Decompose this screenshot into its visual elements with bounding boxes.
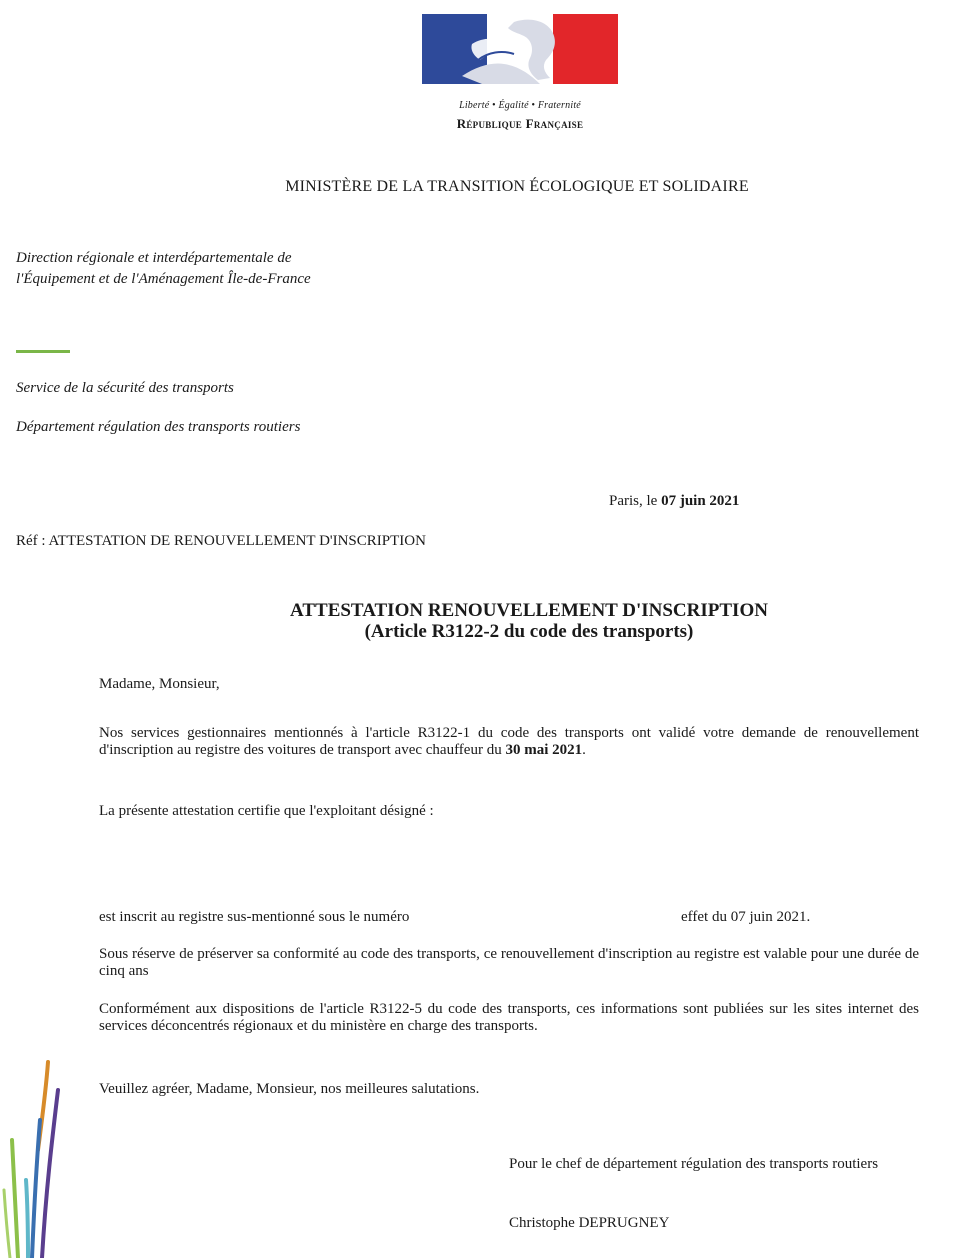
paragraph-certification: La présente attestation certifie que l'exploitant désigné :	[99, 803, 434, 819]
department-name: Département régulation des transports routiers	[16, 419, 301, 435]
republic-label: République Française	[456, 116, 584, 131]
motto-text: Liberté • Égalité • Fraternité	[459, 100, 581, 111]
signatory-name: Christophe DEPRUGNEY	[509, 1215, 670, 1231]
registration-text: est inscrit au registre sus-mentionné sous le numéro	[99, 909, 410, 925]
republique-francaise-logo	[422, 14, 618, 134]
validation-text: Nos services gestionnaires mentionnés à l'article R3122-1 du code des transports ont validé votre demande de renouvellement d'inscription au registre des voitures de transport avec chauffeur du	[99, 725, 919, 758]
paragraph-publication: Conformément aux dispositions de l'article R3122-5 du code des transports, ces informations sont publiées sur les sites internet des services déconcentrés régionaux et du ministère en charge des transports.	[99, 1001, 919, 1034]
effective-date-text: effet du 07 juin 2021.	[681, 909, 811, 925]
service-name: Service de la sécurité des transports	[16, 380, 234, 396]
salutation: Madame, Monsieur,	[99, 676, 220, 692]
paragraph-registration	[99, 909, 869, 926]
green-divider	[16, 350, 70, 353]
letter-date: 07 juin 2021	[661, 493, 740, 509]
closing-salutation: Veuillez agréer, Madame, Monsieur, nos meilleures salutations.	[99, 1081, 480, 1097]
decorative-strokes-icon	[0, 1060, 70, 1258]
paragraph-validity: Sous réserve de préserver sa conformité au code des transports, ce renouvellement d'inscription au registre est valable pour une durée de cinq ans	[99, 946, 919, 979]
document-subtitle: (Article R3122-2 du code des transports)	[364, 621, 694, 642]
paragraph-validation: Nos services gestionnaires mentionnés à l'article R3122-1 du code des transports ont validé votre demande de renouvellement d'inscription au registre des voitures de transport avec chauffeur du 30 mai 2021.	[99, 725, 919, 758]
document-title: ATTESTATION RENOUVELLEMENT D'INSCRIPTION	[290, 600, 768, 621]
place-prefix: Paris, le	[609, 493, 658, 509]
signatory-role: Pour le chef de département régulation des transports routiers	[509, 1156, 879, 1172]
marianne-flag-icon	[422, 14, 618, 84]
place-date	[609, 493, 739, 510]
ministry-name: MINISTÈRE DE LA TRANSITION ÉCOLOGIQUE ET SOLIDAIRE	[285, 178, 749, 195]
request-date: 30 mai 2021	[505, 742, 583, 758]
direction-line-1: Direction régionale et interdépartementale de	[16, 250, 292, 266]
reference-line: Réf : ATTESTATION DE RENOUVELLEMENT D'INSCRIPTION	[16, 533, 426, 549]
direction-line-2: l'Équipement et de l'Aménagement Île-de-France	[16, 271, 311, 287]
